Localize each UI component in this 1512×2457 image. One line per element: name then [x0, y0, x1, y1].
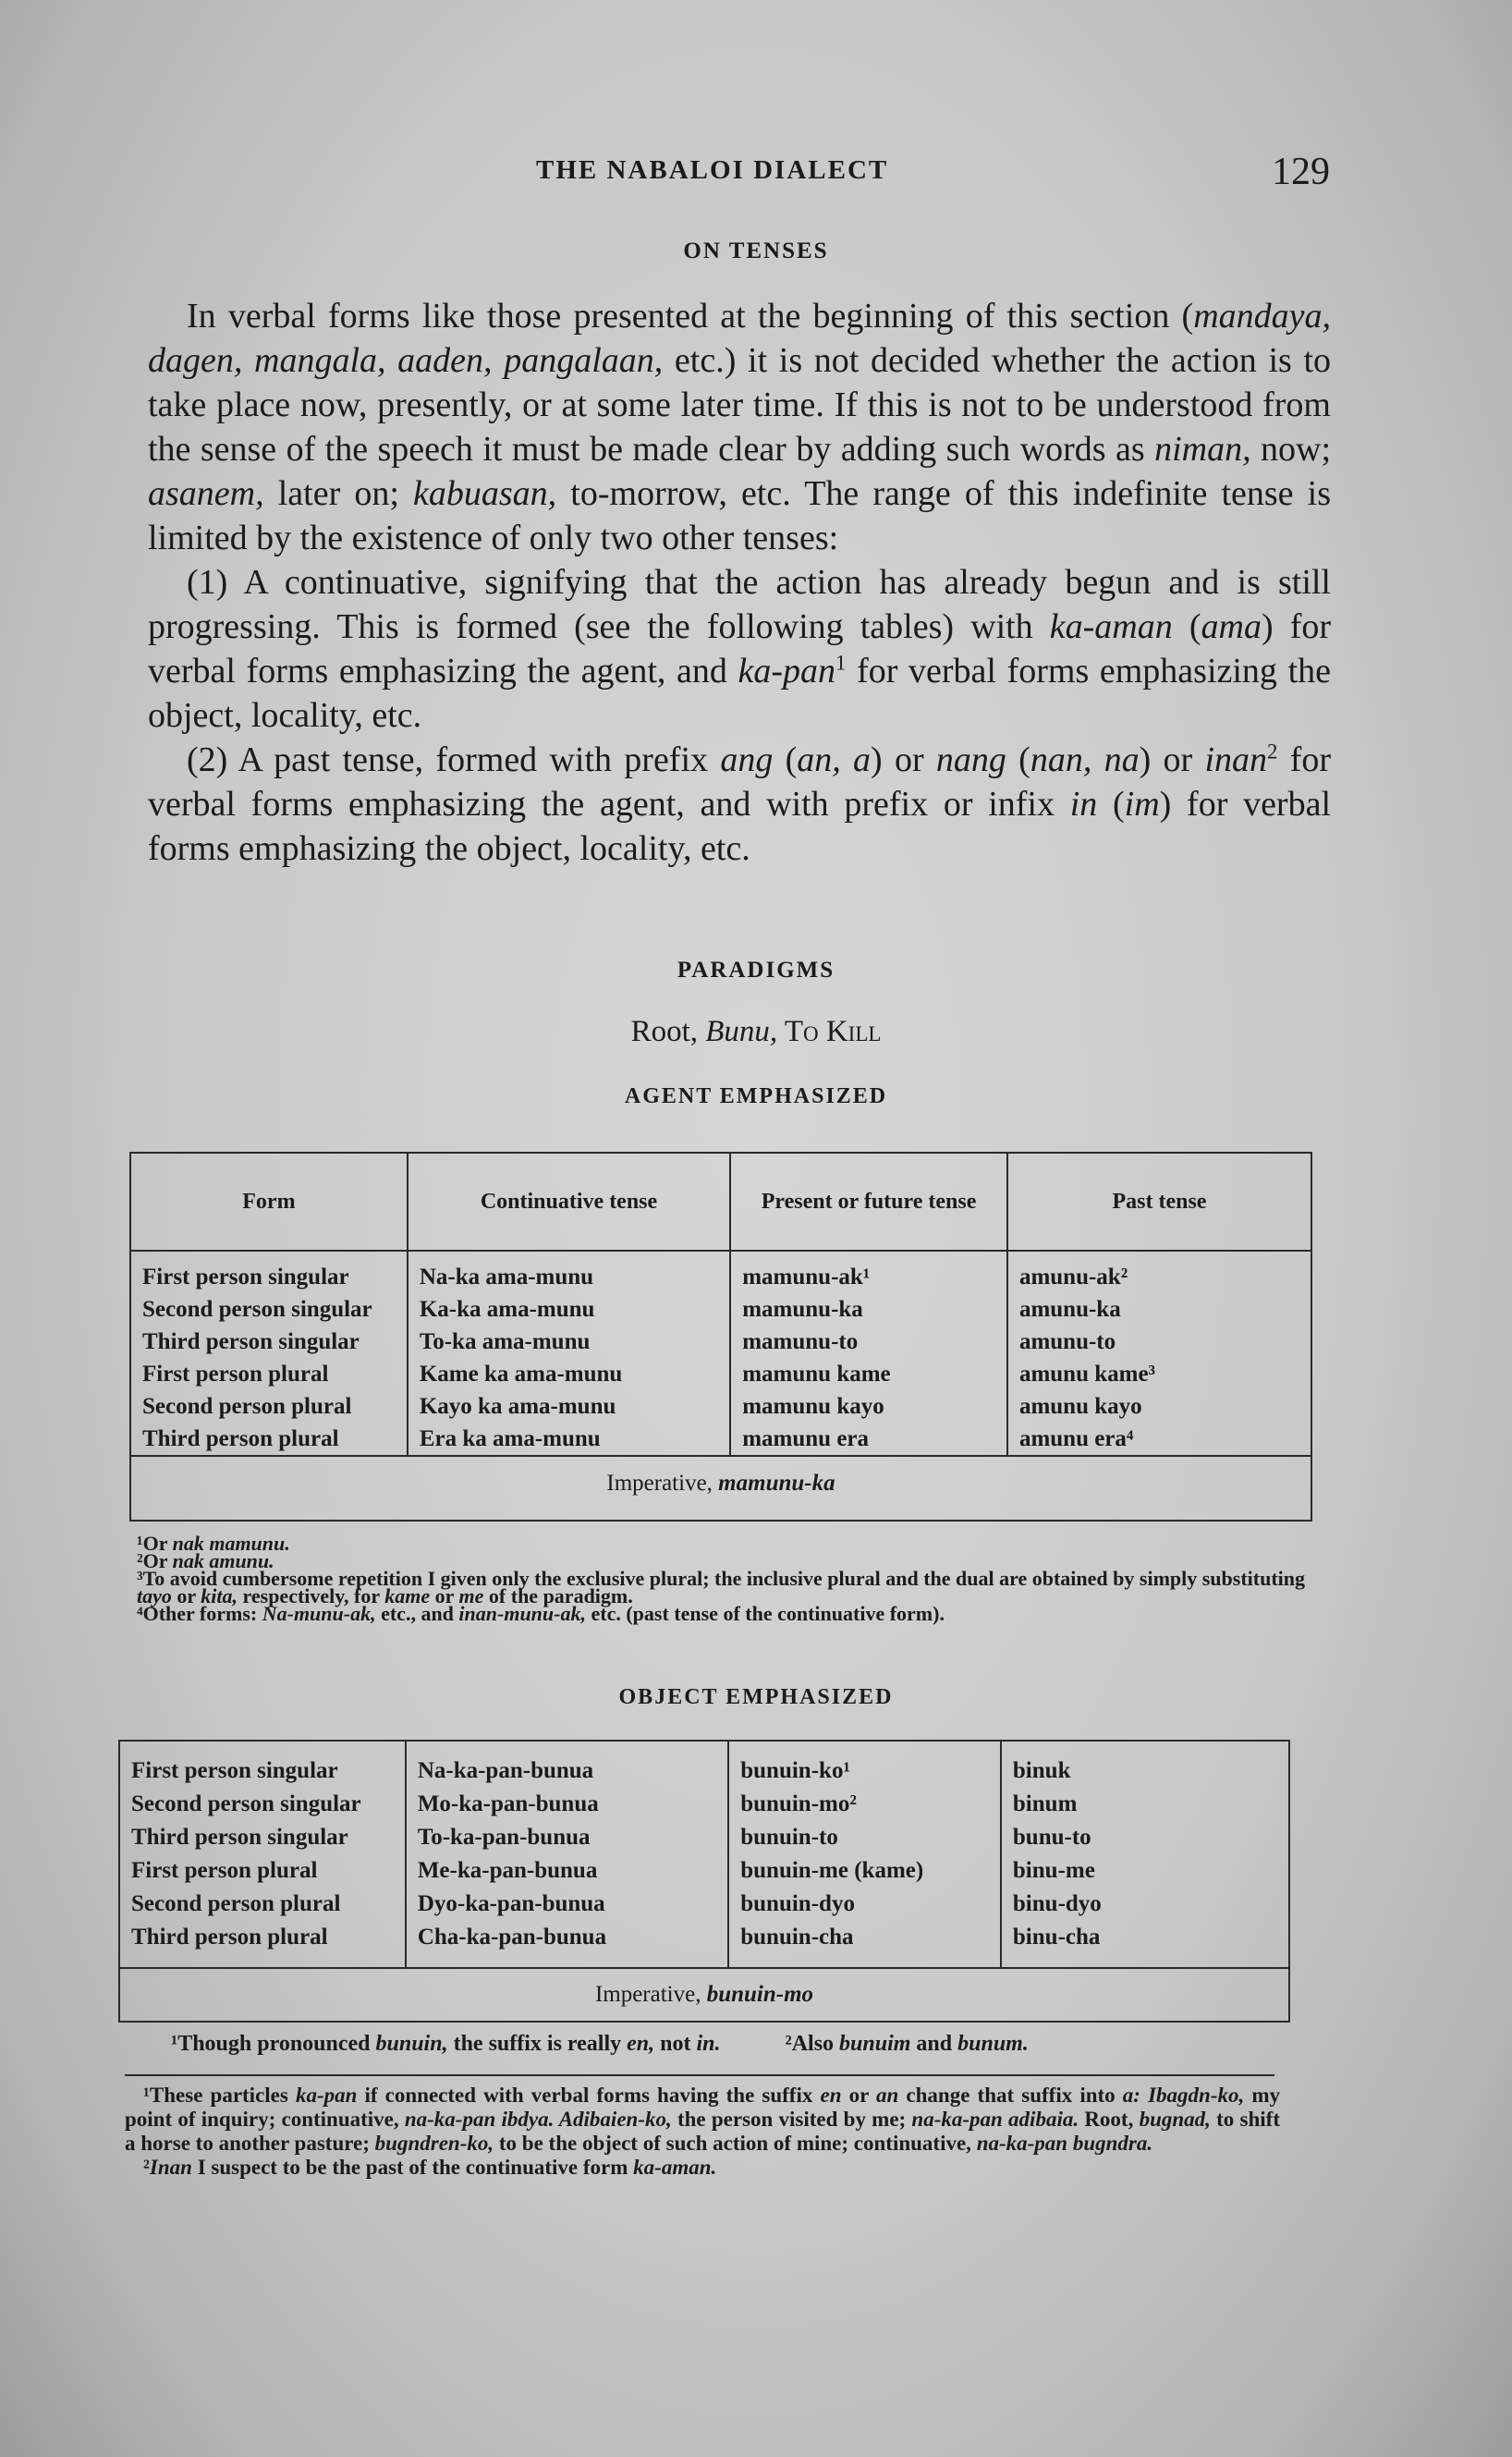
native-word: inan: [1204, 740, 1268, 779]
table-note: [137, 1602, 1311, 1625]
running-title: THE NABALOI DIALECT: [536, 155, 889, 185]
native-word: an: [876, 2084, 899, 2107]
native-word: Na-munu-ak,: [262, 1602, 376, 1625]
native-word: na-ka-pan bugndra.: [976, 2132, 1153, 2155]
table-note: [137, 1532, 1311, 1555]
native-word: an, a: [797, 740, 872, 779]
native-word: ka-aman: [1049, 607, 1173, 646]
text-run: ) for verbal forms emphasizing the agent, and: [148, 607, 1332, 691]
past-cell: amunu kayo: [1007, 1390, 1311, 1423]
form-cell: Second person plural: [119, 1888, 406, 1921]
text-run: These particles: [149, 2084, 296, 2107]
continuative-cell: Cha-ka-pan-bunua: [406, 1921, 728, 1968]
native-word: bunuim: [839, 2032, 911, 2056]
continuative-cell: Era ka ama-munu: [408, 1423, 730, 1456]
header-form: Form: [130, 1153, 408, 1251]
present-cell: mamunu era: [730, 1423, 1007, 1456]
header-present-future: Present or future tense: [730, 1153, 1007, 1251]
paragraph-intro: [148, 294, 1331, 560]
native-word: ka-pan: [738, 652, 836, 691]
present-cell: bunuin-to: [728, 1821, 1001, 1854]
imperative-row: [119, 1968, 1289, 2022]
text-run: To avoid cumbersome repetition I given only the exclusive plural; the inclusive plural and the dual are obtained by simply substituting: [142, 1567, 1306, 1590]
footnote-1: [125, 2084, 1280, 2156]
native-word: en: [820, 2084, 842, 2107]
paragraph-continuative: [148, 560, 1331, 738]
present-cell: bunuin-cha: [728, 1921, 1001, 1968]
past-cell: binu-cha: [1001, 1921, 1289, 1968]
continuative-cell: Na-ka-pan-bunua: [406, 1741, 728, 1788]
native-word: Inan: [149, 2156, 192, 2179]
footnote-rule: [125, 2074, 1274, 2076]
text-run: (: [1172, 607, 1201, 646]
text-run: for verbal forms emphasizing the agent, and with prefix or infix: [148, 740, 1332, 824]
native-word: nak amunu.: [172, 1549, 274, 1572]
body-text: [148, 294, 1331, 871]
text-run: Root,: [1079, 2108, 1140, 2131]
past-cell: amunu-ak²: [1007, 1251, 1311, 1293]
imperative-cell: [119, 1968, 1289, 2022]
native-word: ka-aman.: [633, 2156, 717, 2179]
imperative-row: [130, 1456, 1311, 1521]
imperative-value: bunuin-mo: [706, 1982, 814, 2007]
form-cell: First person singular: [130, 1251, 408, 1293]
imperative-cell: [130, 1456, 1311, 1521]
table-row: [119, 1854, 1289, 1888]
past-cell: amunu era⁴: [1007, 1423, 1311, 1456]
text-run: or: [841, 2084, 877, 2107]
past-cell: amunu-to: [1007, 1326, 1311, 1358]
note-mark: ²: [137, 1549, 143, 1572]
text-run: Also: [791, 2032, 840, 2056]
text-run: to-morrow, etc. The range of this indefinite tense is limited by the existence of only two other tenses:: [148, 474, 1331, 557]
present-cell: bunuin-me (kame): [728, 1854, 1001, 1888]
imperative-value: mamunu-ka: [718, 1470, 835, 1496]
note-mark: ³: [137, 1567, 143, 1590]
form-cell: Third person singular: [119, 1821, 406, 1854]
text-run: Though pronounced: [177, 2032, 376, 2056]
native-word: nan, na: [1030, 740, 1140, 779]
form-cell: Third person plural: [130, 1423, 408, 1456]
imperative-label: Imperative,: [594, 1982, 707, 2007]
present-cell: mamunu-ka: [730, 1293, 1007, 1326]
native-word: nak mamunu.: [172, 1532, 290, 1555]
text-run: to shift a horse to another pasture;: [125, 2108, 1280, 2155]
text-run: (: [1097, 785, 1125, 824]
past-cell: amunu-ka: [1007, 1293, 1311, 1326]
agent-table-notes: [137, 1532, 1311, 1625]
table-row: [130, 1423, 1311, 1456]
text-run: respectively, for: [238, 1584, 385, 1607]
text-run: later on;: [263, 474, 414, 513]
native-word: me: [458, 1584, 484, 1607]
table-row: [130, 1293, 1311, 1326]
form-cell: Third person singular: [130, 1326, 408, 1358]
present-cell: bunuin-dyo: [728, 1888, 1001, 1921]
past-cell: amunu kame³: [1007, 1358, 1311, 1390]
object-table-notes: [171, 2032, 1280, 2057]
form-cell: Second person plural: [130, 1390, 408, 1423]
continuative-cell: Kayo ka ama-munu: [408, 1390, 730, 1423]
text-run: or: [430, 1584, 459, 1607]
present-cell: mamunu kayo: [730, 1390, 1007, 1423]
table-row: [119, 1788, 1289, 1821]
page-number: 129: [1272, 151, 1330, 193]
text-run: ) or: [871, 740, 936, 779]
table-note: [137, 1567, 1311, 1607]
table-row: [119, 1921, 1289, 1968]
text-run: I suspect to be the past of the continuative form: [191, 2156, 634, 2179]
form-cell: Second person singular: [119, 1788, 406, 1821]
native-word: kabuasan,: [413, 474, 557, 513]
native-word: ama: [1201, 607, 1262, 646]
text-run: Or: [142, 1549, 173, 1572]
text-run: of the paradigm.: [483, 1584, 633, 1607]
native-word: nang: [935, 740, 1006, 779]
table-row: [119, 1821, 1289, 1854]
native-word: bugnad,: [1139, 2108, 1211, 2131]
note-mark: ⁴: [137, 1602, 143, 1625]
native-word: bugndren-ko,: [374, 2132, 494, 2155]
native-word: a: Ibagdn-ko,: [1122, 2084, 1245, 2107]
native-word: ang: [720, 740, 774, 779]
table-row: [119, 1741, 1289, 1788]
table-row: [119, 1888, 1289, 1921]
header-continuative: Continuative tense: [408, 1153, 730, 1251]
text-run: In verbal forms like those presented at the beginning of this section (: [187, 297, 1194, 336]
root-prefix: Root,: [630, 1015, 706, 1048]
native-word: na-ka-pan adibaia.: [911, 2108, 1079, 2131]
native-word: bunum.: [957, 2032, 1029, 2056]
note-mark: ¹: [137, 1532, 143, 1555]
header-past: Past tense: [1007, 1153, 1311, 1251]
text-run: the person visited by me;: [671, 2108, 912, 2131]
page-footnotes: [125, 2084, 1280, 2180]
text-run: (: [773, 740, 798, 779]
running-head: [0, 151, 1512, 211]
text-run: (: [1006, 740, 1030, 779]
native-word: kame: [384, 1584, 431, 1607]
past-cell: binuk: [1001, 1741, 1289, 1788]
text-run: ) or: [1139, 740, 1205, 779]
continuative-cell: Na-ka ama-munu: [408, 1251, 730, 1293]
paradigms-heading: PARADIGMS: [677, 958, 835, 983]
text-run: (1) A continuative, signifying that the action has already begun and is still progressing. This is formed (see the following tables) with: [148, 563, 1331, 646]
native-word: ka-pan: [295, 2084, 358, 2107]
native-word: in.: [696, 2032, 721, 2056]
present-cell: mamunu-to: [730, 1326, 1007, 1358]
object-emphasized-table: [118, 1740, 1290, 2023]
text-run: (2) A past tense, formed with prefix: [187, 740, 721, 779]
table-row: [130, 1251, 1311, 1293]
example-words: mandaya, dagen, mangala, aaden, pangalaan,: [148, 297, 1331, 380]
section-title: ON TENSES: [683, 238, 829, 263]
agent-emphasized-heading: AGENT EMPHASIZED: [624, 1084, 888, 1108]
text-run: not: [654, 2032, 697, 2056]
continuative-cell: Me-ka-pan-bunua: [406, 1854, 728, 1888]
native-word: im: [1124, 785, 1160, 824]
root-meaning: To Kill: [777, 1015, 882, 1048]
paragraph-past-tense: [148, 738, 1331, 871]
text-run: to be the object of such action of mine; continuative,: [494, 2132, 977, 2155]
note-mark: ¹: [171, 2032, 178, 2056]
text-run: now;: [1250, 430, 1331, 469]
native-word: in: [1069, 785, 1098, 824]
text-run: and: [910, 2032, 958, 2056]
continuative-cell: To-ka-pan-bunua: [406, 1821, 728, 1854]
note-mark: ²: [785, 2032, 792, 2056]
footnote-ref: 2: [1267, 740, 1278, 764]
native-word: inan-munu-ak,: [458, 1602, 586, 1625]
past-cell: binu-dyo: [1001, 1888, 1289, 1921]
text-run: etc. (past tense of the continuative form).: [585, 1602, 945, 1625]
native-word: en,: [627, 2032, 655, 2056]
imperative-label: Imperative,: [606, 1470, 719, 1496]
past-cell: binum: [1001, 1788, 1289, 1821]
native-word: asanem,: [148, 474, 264, 513]
text-run: Or: [142, 1532, 173, 1555]
native-word: niman,: [1154, 430, 1251, 469]
present-cell: bunuin-mo²: [728, 1788, 1001, 1821]
footnote-ref: 1: [835, 651, 847, 675]
native-word: na-ka-pan ibdya. Adibaien-ko,: [404, 2108, 672, 2131]
text-run: ) for verbal forms emphasizing the object, locality, etc.: [148, 785, 1332, 868]
past-cell: binu-me: [1001, 1854, 1289, 1888]
native-word: bunuin,: [375, 2032, 448, 2056]
note-mark: ²: [143, 2156, 150, 2179]
text-run: or: [171, 1584, 201, 1607]
root-word: Bunu,: [705, 1015, 778, 1048]
text-run: my point of inquiry; continuative,: [125, 2084, 1281, 2131]
table-row: [130, 1390, 1311, 1423]
table-row: [130, 1358, 1311, 1390]
text-run: change that suffix into: [898, 2084, 1123, 2107]
agent-emphasized-table: [129, 1152, 1312, 1522]
text-run: etc.) it is not decided whether the action is to take place now, presently, or at some later time. If this is not to be understood from the sense of the speech it must be made clear by adding such words as: [148, 341, 1331, 469]
present-cell: mamunu-ak¹: [730, 1251, 1007, 1293]
root-line: [0, 1015, 1512, 1049]
object-emphasized-heading: OBJECT EMPHASIZED: [618, 1685, 894, 1709]
footnote-2: [125, 2156, 1280, 2180]
table-row: [130, 1326, 1311, 1358]
continuative-cell: To-ka ama-munu: [408, 1326, 730, 1358]
form-cell: Third person plural: [119, 1921, 406, 1968]
text-run: etc., and: [375, 1602, 459, 1625]
native-word: kita,: [201, 1584, 238, 1607]
table-header-row: [130, 1153, 1311, 1251]
native-word: tayo: [137, 1584, 172, 1607]
present-cell: mamunu kame: [730, 1358, 1007, 1390]
form-cell: First person plural: [119, 1854, 406, 1888]
form-cell: Second person singular: [130, 1293, 408, 1326]
text-run: Other forms:: [142, 1602, 262, 1625]
text-run: for verbal forms emphasizing the object, locality, etc.: [148, 652, 1331, 735]
note-mark: ¹: [143, 2084, 150, 2107]
form-cell: First person plural: [130, 1358, 408, 1390]
text-run: if connected with verbal forms having the suffix: [357, 2084, 821, 2107]
continuative-cell: Kame ka ama-munu: [408, 1358, 730, 1390]
text-run: the suffix is really: [447, 2032, 628, 2056]
continuative-cell: Dyo-ka-pan-bunua: [406, 1888, 728, 1921]
present-cell: bunuin-ko¹: [728, 1741, 1001, 1788]
continuative-cell: Ka-ka ama-munu: [408, 1293, 730, 1326]
form-cell: First person singular: [119, 1741, 406, 1788]
past-cell: bunu-to: [1001, 1821, 1289, 1854]
continuative-cell: Mo-ka-pan-bunua: [406, 1788, 728, 1821]
